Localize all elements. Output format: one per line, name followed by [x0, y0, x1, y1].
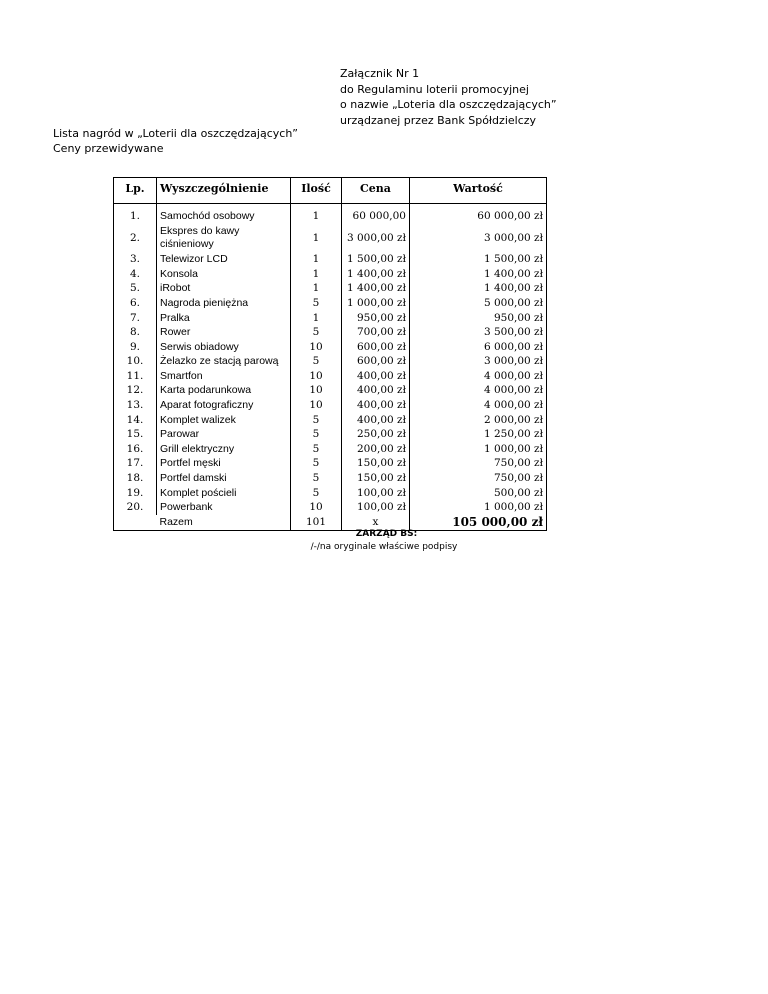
row-price: 250,00 zł [342, 428, 410, 443]
row-price: 200,00 zł [342, 442, 410, 457]
total-label: Razem [157, 515, 291, 530]
table-row [114, 428, 547, 443]
row-lp: 5. [114, 282, 157, 297]
row-qty: 10 [291, 501, 342, 516]
row-value: 3 500,00 zł [410, 326, 547, 341]
table-row [114, 253, 547, 268]
row-lp: 6. [114, 296, 157, 311]
row-price: 600,00 zł [342, 355, 410, 370]
header-value: Wartość [410, 178, 547, 204]
row-value: 6 000,00 zł [410, 340, 547, 355]
row-name: Aparat fotograficzny [157, 399, 291, 414]
row-lp: 13. [114, 399, 157, 414]
row-value: 1 250,00 zł [410, 428, 547, 443]
table-row [114, 296, 547, 311]
row-value: 1 000,00 zł [410, 442, 547, 457]
row-value: 750,00 zł [410, 457, 547, 472]
header-line: do Regulaminu loterii promocyjnej [340, 82, 529, 96]
row-name: Portfel damski [157, 472, 291, 487]
row-qty: 1 [291, 224, 342, 253]
row-value: 3 000,00 zł [410, 224, 547, 253]
row-qty: 5 [291, 326, 342, 341]
row-qty: 5 [291, 472, 342, 487]
row-name: Portfel męski [157, 457, 291, 472]
table-body [114, 204, 547, 516]
row-lp: 4. [114, 267, 157, 282]
row-lp: 9. [114, 340, 157, 355]
table-row [114, 224, 547, 253]
row-lp: 18. [114, 472, 157, 487]
row-price: 400,00 zł [342, 369, 410, 384]
total-qty: 101 [291, 515, 342, 530]
row-qty: 10 [291, 384, 342, 399]
row-lp: 8. [114, 326, 157, 341]
row-value: 4 000,00 zł [410, 399, 547, 414]
row-qty: 5 [291, 428, 342, 443]
row-lp: 20. [114, 501, 157, 516]
table-row [114, 355, 547, 370]
row-price: 600,00 zł [342, 340, 410, 355]
row-price: 1 400,00 zł [342, 282, 410, 297]
row-price: 150,00 zł [342, 472, 410, 487]
row-value: 1 400,00 zł [410, 267, 547, 282]
table-row [114, 486, 547, 501]
row-qty: 10 [291, 369, 342, 384]
row-lp: 11. [114, 369, 157, 384]
table-row [114, 399, 547, 414]
row-qty: 1 [291, 311, 342, 326]
row-lp: 10. [114, 355, 157, 370]
row-qty: 5 [291, 457, 342, 472]
row-name: Smartfon [157, 369, 291, 384]
row-qty: 10 [291, 340, 342, 355]
prize-table [113, 177, 547, 531]
row-price: 3 000,00 zł [342, 224, 410, 253]
total-value: 105 000,00 zł [410, 515, 547, 530]
board-note: /-/na oryginale właściwe podpisy [310, 542, 458, 552]
row-price: 400,00 zł [342, 384, 410, 399]
row-lp: 2. [114, 224, 157, 253]
header-line: urządzanej przez Bank Spółdzielczy [340, 113, 537, 127]
row-name: Grill elektryczny [157, 442, 291, 457]
row-name: Rower [157, 326, 291, 341]
row-name: Żelazko ze stacją parową [157, 355, 291, 370]
table-row [114, 267, 547, 282]
row-qty: 5 [291, 355, 342, 370]
row-lp: 17. [114, 457, 157, 472]
board-title: ZARZĄD BS: [355, 529, 418, 539]
header-lp: Lp. [114, 178, 157, 204]
row-name: Powerbank [157, 501, 291, 516]
row-value: 2 000,00 zł [410, 413, 547, 428]
row-name: Karta podarunkowa [157, 384, 291, 399]
table-row [114, 369, 547, 384]
row-price: 100,00 zł [342, 486, 410, 501]
row-qty: 5 [291, 486, 342, 501]
table-row [114, 501, 547, 516]
row-price: 100,00 zł [342, 501, 410, 516]
row-price: 1 000,00 zł [342, 296, 410, 311]
row-qty: 1 [291, 253, 342, 268]
table-row [114, 282, 547, 297]
row-price: 400,00 zł [342, 413, 410, 428]
row-lp: 19. [114, 486, 157, 501]
row-value: 5 000,00 zł [410, 296, 547, 311]
row-name: Komplet walizek [157, 413, 291, 428]
table-row [114, 457, 547, 472]
row-value: 60 000,00 zł [410, 209, 547, 224]
row-name: Ekspres do kawy ciśnieniowy [157, 224, 291, 253]
row-value: 1 400,00 zł [410, 282, 547, 297]
row-price: 150,00 zł [342, 457, 410, 472]
row-qty: 1 [291, 282, 342, 297]
row-value: 3 000,00 zł [410, 355, 547, 370]
header-line: Załącznik Nr 1 [340, 67, 420, 80]
row-price: 1 500,00 zł [342, 253, 410, 268]
row-name: Nagroda pieniężna [157, 296, 291, 311]
row-price: 60 000,00 [342, 209, 410, 224]
list-title-line: Lista nagród w „Loterii dla oszczędzających” [53, 127, 298, 140]
row-name: Parowar [157, 428, 291, 443]
table-row [114, 442, 547, 457]
list-subtitle-line: Ceny przewidywane [53, 142, 164, 155]
row-price: 700,00 zł [342, 326, 410, 341]
row-name: Samochód osobowy [157, 209, 291, 224]
row-name: Telewizor LCD [157, 253, 291, 268]
row-value: 950,00 zł [410, 311, 547, 326]
row-qty: 10 [291, 399, 342, 414]
table-row [114, 311, 547, 326]
row-lp: 1. [114, 209, 157, 224]
total-price: x [342, 515, 410, 530]
row-name: Konsola [157, 267, 291, 282]
row-lp: 7. [114, 311, 157, 326]
row-value: 4 000,00 zł [410, 384, 547, 399]
header-qty: Ilość [291, 178, 342, 204]
table-header-row [114, 178, 547, 204]
board-signature [0, 528, 768, 554]
row-name: Pralka [157, 311, 291, 326]
row-name: Serwis obiadowy [157, 340, 291, 355]
row-lp: 15. [114, 428, 157, 443]
row-value: 1 000,00 zł [410, 501, 547, 516]
header-line: o nazwie „Loteria dla oszczędzających” [340, 98, 557, 111]
row-value: 1 500,00 zł [410, 253, 547, 268]
row-lp: 12. [114, 384, 157, 399]
row-qty: 1 [291, 209, 342, 224]
row-lp: 3. [114, 253, 157, 268]
row-qty: 5 [291, 296, 342, 311]
table-row [114, 326, 547, 341]
row-qty: 5 [291, 442, 342, 457]
row-qty: 1 [291, 267, 342, 282]
list-title [53, 126, 298, 156]
table-row [114, 472, 547, 487]
table-row [114, 209, 547, 224]
row-value: 750,00 zł [410, 472, 547, 487]
row-value: 500,00 zł [410, 486, 547, 501]
attachment-header [340, 66, 557, 128]
row-price: 950,00 zł [342, 311, 410, 326]
table-row [114, 413, 547, 428]
table-row [114, 340, 547, 355]
row-lp: 14. [114, 413, 157, 428]
table-row [114, 384, 547, 399]
row-price: 1 400,00 zł [342, 267, 410, 282]
header-price: Cena [342, 178, 410, 204]
header-name: Wyszczególnienie [157, 178, 291, 204]
row-lp: 16. [114, 442, 157, 457]
row-qty: 5 [291, 413, 342, 428]
row-value: 4 000,00 zł [410, 369, 547, 384]
row-name: Komplet pościeli [157, 486, 291, 501]
row-name: iRobot [157, 282, 291, 297]
row-price: 400,00 zł [342, 399, 410, 414]
